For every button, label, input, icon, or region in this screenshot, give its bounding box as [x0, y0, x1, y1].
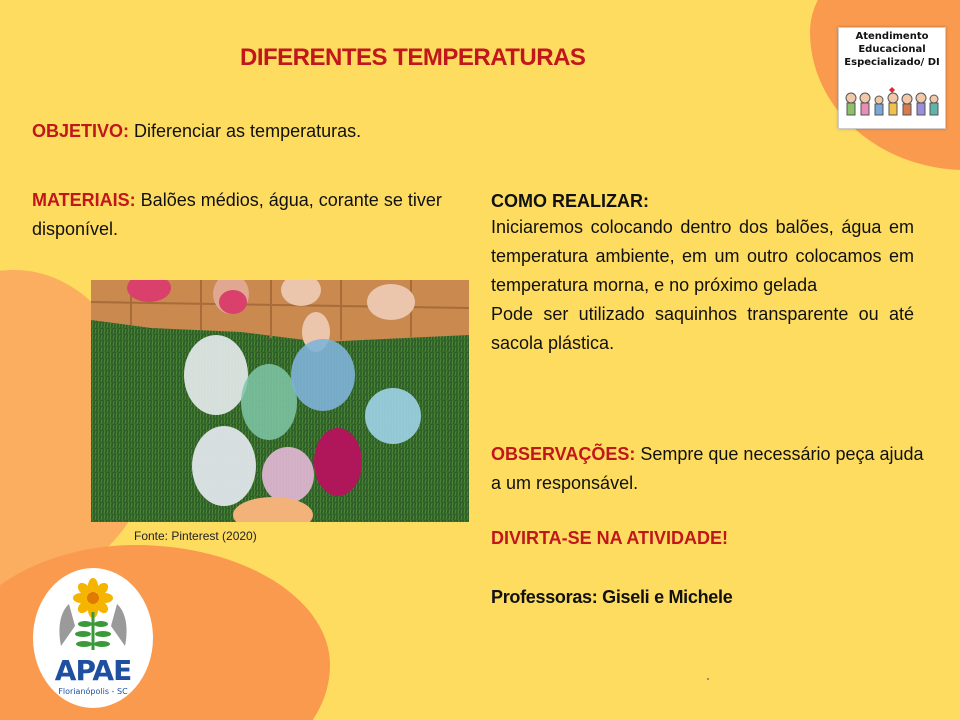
- como-realizar-paragraph-2: Pode ser utilizado saquinhos transparente ou até sacola plástica.: [491, 304, 914, 353]
- como-realizar-paragraph-1: Iniciaremos colocando dentro dos balões, água em temperatura ambiente, em um outro colocamos em temperatura morna, e no próximo gelada: [491, 217, 914, 295]
- apae-flower-hands-icon: [53, 576, 133, 656]
- objetivo-section: [32, 117, 452, 146]
- aee-badge-line-3: Especializado/ DI: [844, 57, 940, 68]
- professoras-credit: Professoras: Giseli e Michele: [491, 587, 733, 607]
- balloons-photo: [91, 280, 469, 522]
- decorative-dot: [707, 678, 709, 680]
- como-realizar-label: COMO REALIZAR:: [491, 191, 649, 211]
- observacoes-label: OBSERVAÇÕES:: [491, 444, 636, 464]
- como-realizar-text: [491, 213, 914, 358]
- materiais-text: Balões médios, água, corante se tiver disponível.: [32, 190, 442, 239]
- apae-logo-city: Florianópolis - SC: [58, 687, 128, 696]
- aee-badge-line-2: Educacional: [858, 44, 926, 55]
- observacoes-text: Sempre que necessário peça ajuda a um responsável.: [491, 444, 924, 493]
- children-figures-icon: [843, 84, 941, 124]
- slide-title: DIFERENTES TEMPERATURAS: [240, 44, 586, 71]
- materiais-section: [32, 186, 452, 244]
- apae-logo-name: APAE: [54, 654, 132, 687]
- objetivo-label: OBJETIVO:: [32, 121, 130, 141]
- divirta-message: DIVIRTA-SE NA ATIVIDADE!: [491, 528, 728, 548]
- balloons-photo-illustration: [91, 280, 469, 522]
- materiais-label: MATERIAIS:: [32, 190, 136, 210]
- aee-badge-image: [838, 27, 946, 129]
- photo-caption: Fonte: Pinterest (2020): [134, 529, 257, 543]
- observacoes-section: [491, 440, 936, 498]
- objetivo-text: Diferenciar as temperaturas.: [129, 121, 362, 141]
- apae-logo: [33, 568, 153, 708]
- aee-badge-line-1: Atendimento: [855, 31, 929, 42]
